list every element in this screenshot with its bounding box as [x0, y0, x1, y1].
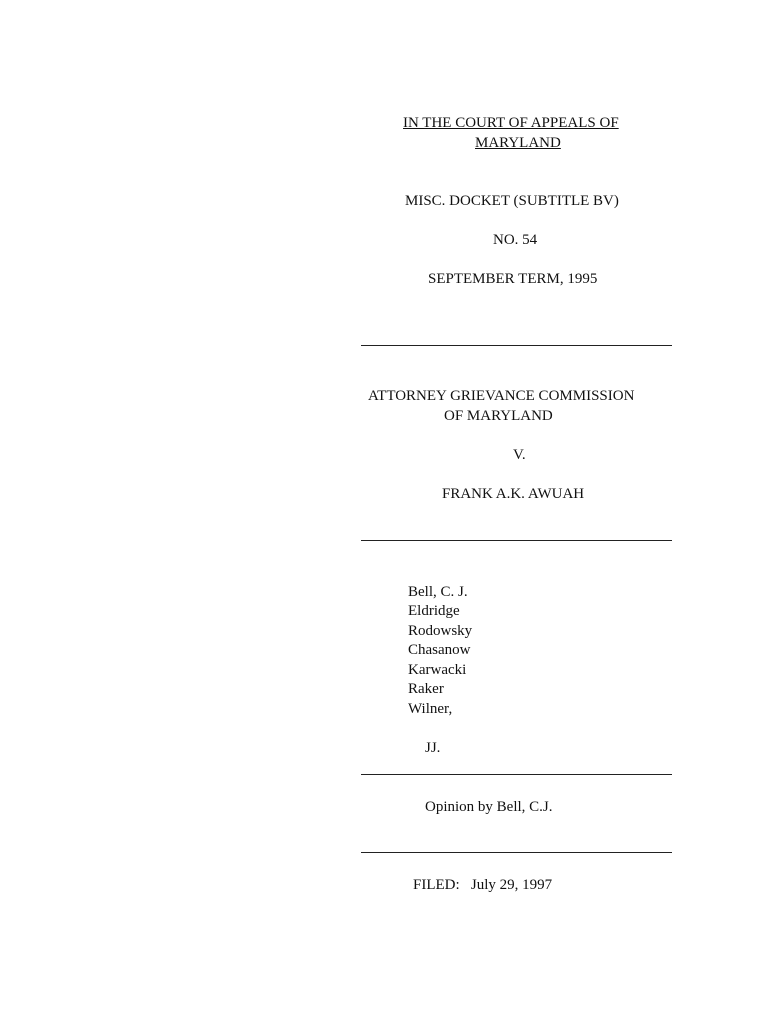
judge-name: Bell, C. J. [408, 584, 468, 600]
versus: V. [513, 447, 526, 463]
plaintiff-line2: OF MARYLAND [444, 408, 553, 424]
opinion-author: Opinion by Bell, C.J. [425, 799, 553, 815]
judge-name: Wilner, [408, 701, 453, 717]
court-title-line2: MARYLAND [475, 135, 561, 151]
judge-name: Eldridge [408, 603, 460, 619]
divider-1 [361, 345, 672, 346]
divider-2 [361, 540, 672, 541]
divider-4 [361, 852, 672, 853]
docket-number: NO. 54 [493, 232, 538, 248]
defendant: FRANK A.K. AWUAH [442, 486, 585, 502]
plaintiff-line1: ATTORNEY GRIEVANCE COMMISSION [368, 388, 635, 404]
filed-date: FILED: July 29, 1997 [413, 877, 553, 893]
docket-label: MISC. DOCKET (SUBTITLE BV) [405, 193, 619, 209]
judges-suffix: JJ. [425, 740, 441, 756]
judge-name: Rodowsky [408, 623, 473, 639]
judge-name: Chasanow [408, 642, 471, 658]
court-title-line1: IN THE COURT OF APPEALS OF [403, 115, 619, 131]
term: SEPTEMBER TERM, 1995 [428, 271, 598, 287]
divider-3 [361, 774, 672, 775]
judge-name: Raker [408, 681, 444, 697]
judge-name: Karwacki [408, 662, 467, 678]
